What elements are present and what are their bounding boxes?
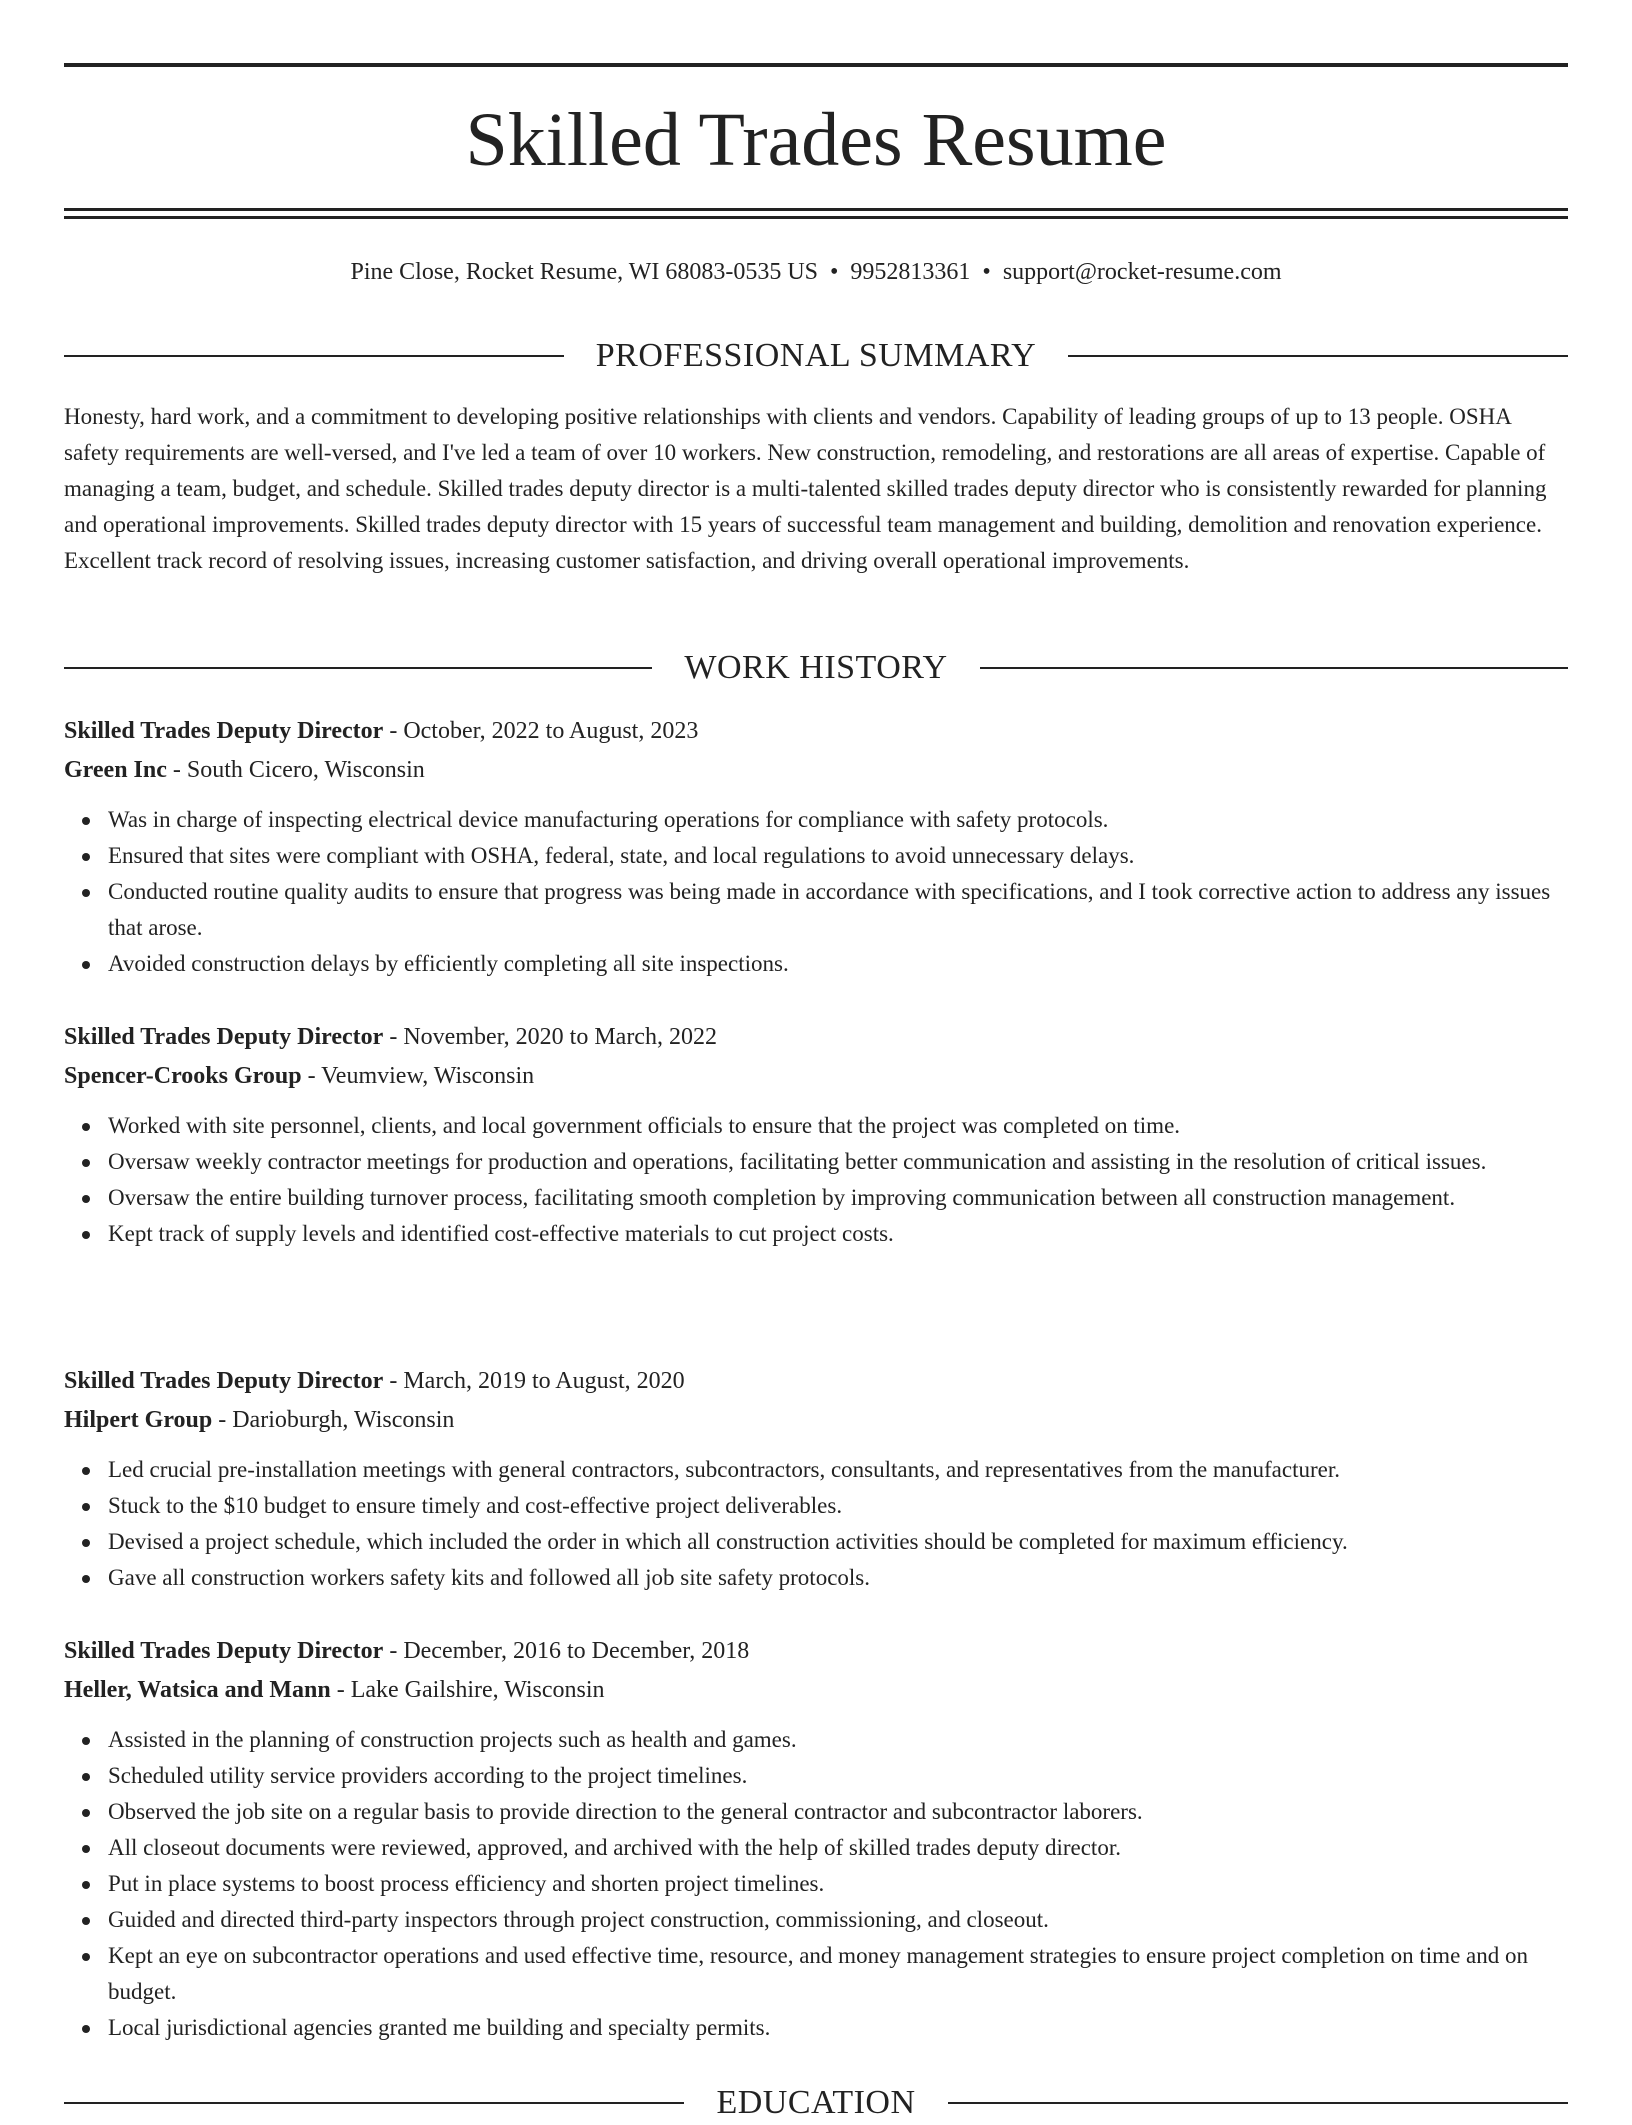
job-entry [64, 1362, 1568, 1596]
job-bullet: Put in place systems to boost process efficiency and shorten project timelines. [108, 1866, 1568, 1902]
top-rule [64, 63, 1568, 67]
title-double-rule-lower [64, 216, 1568, 219]
job-bullet: Oversaw the entire building turnover process, facilitating smooth completion by improving communication between all construction management. [108, 1180, 1568, 1216]
job-bullet: Avoided construction delays by efficiently completing all site inspections. [108, 946, 1568, 982]
job-title-line [64, 1018, 1568, 1057]
job-bullet: Guided and directed third-party inspectors through project construction, commissioning, and closeout. [108, 1902, 1568, 1938]
job-bullet: Oversaw weekly contractor meetings for production and operations, facilitating better communication and assisting in the resolution of critical issues. [108, 1144, 1568, 1180]
job-entry [64, 712, 1568, 982]
heading-rule-left [64, 667, 652, 669]
job-company-line [64, 1057, 1568, 1096]
job-bullets [64, 1452, 1568, 1596]
section-title: EDUCATION [716, 2084, 916, 2121]
section-title: WORK HISTORY [684, 649, 948, 686]
contact-separator: • [830, 259, 839, 285]
job-company: Green Inc [64, 757, 167, 783]
job-bullet: Assisted in the planning of construction projects such as health and games. [108, 1722, 1568, 1758]
job-company-line [64, 751, 1568, 790]
section-heading-work-history [64, 646, 1568, 690]
job-bullet: Ensured that sites were compliant with OSHA, federal, state, and local regulations to avoid unnecessary delays. [108, 838, 1568, 874]
job-dates: - November, 2020 to March, 2022 [383, 1024, 717, 1050]
job-bullet: Devised a project schedule, which included the order in which all construction activities should be completed for maximum efficiency. [108, 1524, 1568, 1560]
job-company: Spencer-Crooks Group [64, 1063, 302, 1089]
job-company: Heller, Watsica and Mann [64, 1677, 331, 1703]
job-bullet: Conducted routine quality audits to ensure that progress was being made in accordance with specifications, and I took corrective action to address any issues that arose. [108, 874, 1568, 946]
job-role: Skilled Trades Deputy Director [64, 1024, 384, 1050]
job-bullet: Scheduled utility service providers according to the project timelines. [108, 1758, 1568, 1794]
job-bullet: Gave all construction workers safety kits and followed all job site safety protocols. [108, 1560, 1568, 1596]
job-dates: - March, 2019 to August, 2020 [383, 1368, 685, 1394]
job-bullet: Worked with site personnel, clients, and local government officials to ensure that the project was completed on time. [108, 1108, 1568, 1144]
resume-title: Skilled Trades Resume [465, 98, 1167, 182]
heading-rule-right [980, 667, 1568, 669]
job-bullet: Kept an eye on subcontractor operations and used effective time, resource, and money management strategies to ensure project completion on time and on budget. [108, 1938, 1568, 2010]
contact-phone: 9952813361 [850, 259, 971, 285]
job-bullets [64, 802, 1568, 982]
job-entry [64, 1018, 1568, 1252]
job-bullet: Local jurisdictional agencies granted me building and specialty permits. [108, 2010, 1568, 2046]
contact-separator: • [982, 259, 991, 285]
summary-text: Honesty, hard work, and a commitment to developing positive relationships with clients and vendors. Capability of leading groups of up to 13 people. OSHA safety requirements are well-versed, and I've led a team of over 10 workers. New construction, remodeling, and restorations are all areas of expertise. Capable of managing a team, budget, and schedule. Skilled trades deputy director is a multi-talented skilled trades deputy director who is consistently rewarded for planning and operational improvements. Skilled trades deputy director with 15 years of successful team management and building, demolition and renovation experience. Excellent track record of resolving issues, increasing customer satisfaction, and driving overall operational improvements. [64, 404, 1547, 573]
job-role: Skilled Trades Deputy Director [64, 1368, 384, 1394]
job-bullet: Was in charge of inspecting electrical device manufacturing operations for compliance with safety protocols. [108, 802, 1568, 838]
section-heading-summary [64, 334, 1568, 378]
job-location: - Lake Gailshire, Wisconsin [330, 1677, 605, 1703]
job-dates: - December, 2016 to December, 2018 [383, 1638, 750, 1664]
job-dates: - October, 2022 to August, 2023 [383, 718, 699, 744]
job-location: - Darioburgh, Wisconsin [212, 1407, 455, 1433]
job-bullet: Kept track of supply levels and identified cost-effective materials to cut project costs. [108, 1216, 1568, 1252]
job-title-line [64, 1362, 1568, 1401]
heading-rule-left [64, 2102, 684, 2104]
job-bullet: All closeout documents were reviewed, approved, and archived with the help of skilled trades deputy director. [108, 1830, 1568, 1866]
heading-rule-right [1068, 355, 1568, 357]
section-heading-education [64, 2081, 1568, 2125]
job-company-line [64, 1401, 1568, 1440]
job-role: Skilled Trades Deputy Director [64, 718, 384, 744]
job-title-line [64, 712, 1568, 751]
heading-rule-left [64, 355, 564, 357]
job-bullet: Stuck to the $10 budget to ensure timely and cost-effective project deliverables. [108, 1488, 1568, 1524]
job-company: Hilpert Group [64, 1407, 213, 1433]
job-entry [64, 1632, 1568, 2046]
job-role: Skilled Trades Deputy Director [64, 1638, 384, 1664]
job-bullet: Led crucial pre-installation meetings with general contractors, subcontractors, consultants, and representatives from the manufacturer. [108, 1452, 1568, 1488]
job-location: - South Cicero, Wisconsin [166, 757, 425, 783]
job-company-line [64, 1671, 1568, 1710]
job-location: - Veumview, Wisconsin [301, 1063, 535, 1089]
job-bullets [64, 1722, 1568, 2046]
section-title: PROFESSIONAL SUMMARY [595, 337, 1037, 374]
contact-address: Pine Close, Rocket Resume, WI 68083-0535 US [350, 259, 819, 285]
title-double-rule-upper [64, 208, 1568, 211]
job-bullets [64, 1108, 1568, 1252]
job-bullet: Observed the job site on a regular basis to provide direction to the general contractor and subcontractor laborers. [108, 1794, 1568, 1830]
contact-line [64, 252, 1568, 292]
job-title-line [64, 1632, 1568, 1671]
contact-email: support@rocket-resume.com [1002, 259, 1282, 285]
heading-rule-right [948, 2102, 1568, 2104]
